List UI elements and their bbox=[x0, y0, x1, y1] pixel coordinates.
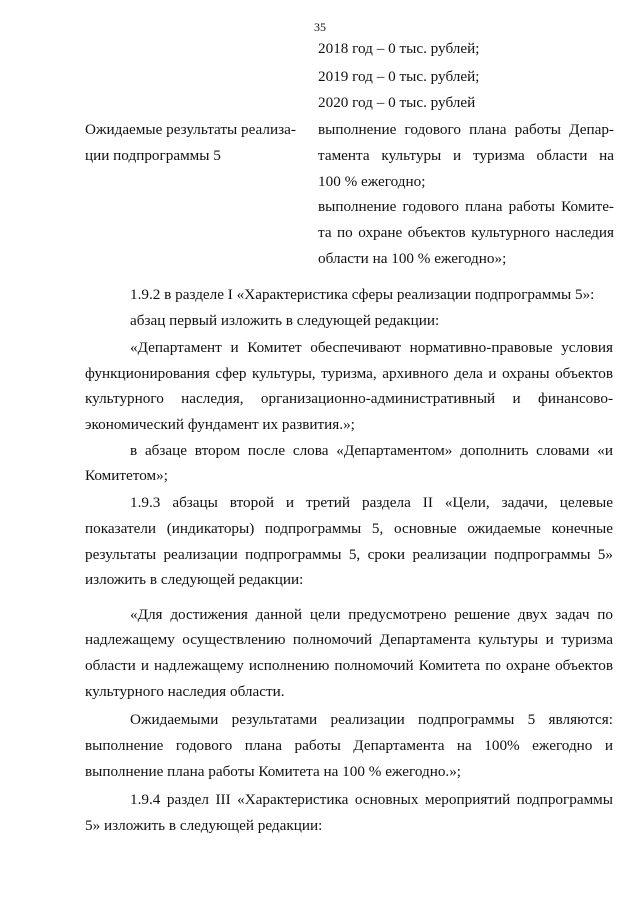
paragraph-line: 1.9.2 в разделе I «Характеристика сферы реализации подпрограммы 5»: bbox=[130, 286, 595, 303]
paragraph-line: выполнение годового плана работы Департамента на 100% ежегодно и bbox=[85, 737, 613, 754]
paragraph-line: «Департамент и Комитет обеспечивают нормативно-правовые условия bbox=[130, 339, 613, 356]
paragraph-line: абзац первый изложить в следующей редакции: bbox=[130, 312, 440, 329]
paragraph-line: культурного наследия, организационно-административный и финансово- bbox=[85, 390, 613, 407]
paragraph-line: экономический фундамент их развития.»; bbox=[85, 416, 355, 433]
paragraph-line: 5» изложить в следующей редакции: bbox=[85, 817, 323, 834]
paragraph-line: изложить в следующей редакции: bbox=[85, 571, 304, 588]
paragraph-line: выполнение плана работы Комитета на 100 % ежегодно.»; bbox=[85, 763, 462, 780]
paragraph-line: надлежащему осуществлению полномочий Департамента культуры и туризма bbox=[85, 631, 613, 648]
page-number: 35 bbox=[314, 20, 326, 34]
paragraph-line: области и надлежащему исполнению полномочий Комитета по охране объектов bbox=[85, 657, 613, 674]
results-label-line: Ожидаемые результаты реализа- bbox=[85, 121, 296, 138]
paragraph-line: функционирования сфер культуры, туризма, архивного дела и охраны объектов bbox=[85, 365, 613, 382]
paragraph-line: «Для достижения данной цели предусмотрено решение двух задач по bbox=[130, 606, 613, 623]
results-label-line: ции подпрограммы 5 bbox=[85, 147, 221, 164]
paragraph-line: 1.9.3 абзацы второй и третий раздела II «Цели, задачи, целевые bbox=[130, 494, 613, 511]
paragraph-line: 1.9.4 раздел III «Характеристика основных мероприятий подпрограммы bbox=[130, 791, 613, 808]
paragraph-line: в абзаце втором после слова «Департаментом» дополнить словами «и bbox=[130, 442, 613, 459]
budget-line: 2019 год – 0 тыс. рублей; bbox=[318, 68, 480, 85]
results-value-line: области на 100 % ежегодно»; bbox=[318, 250, 507, 267]
budget-line: 2018 год – 0 тыс. рублей; bbox=[318, 40, 480, 57]
results-value-line: 100 % ежегодно; bbox=[318, 173, 426, 190]
results-value-line: та по охране объектов культурного наследия bbox=[318, 224, 614, 241]
paragraph-line: Ожидаемыми результатами реализации подпрограммы 5 являются: bbox=[130, 711, 613, 728]
results-value-line: выполнение годового плана работы Депар- bbox=[318, 121, 614, 138]
results-value-line: тамента культуры и туризма области на bbox=[318, 147, 614, 164]
paragraph-line: культурного наследия области. bbox=[85, 683, 285, 700]
results-value-line: выполнение годового плана работы Комите- bbox=[318, 198, 614, 215]
paragraph-line: результаты реализации подпрограммы 5, сроки реализации подпрограммы 5» bbox=[85, 546, 613, 563]
budget-line: 2020 год – 0 тыс. рублей bbox=[318, 94, 476, 111]
paragraph-line: Комитетом»; bbox=[85, 467, 168, 484]
paragraph-line: показатели (индикаторы) подпрограммы 5, основные ожидаемые конечные bbox=[85, 520, 613, 537]
